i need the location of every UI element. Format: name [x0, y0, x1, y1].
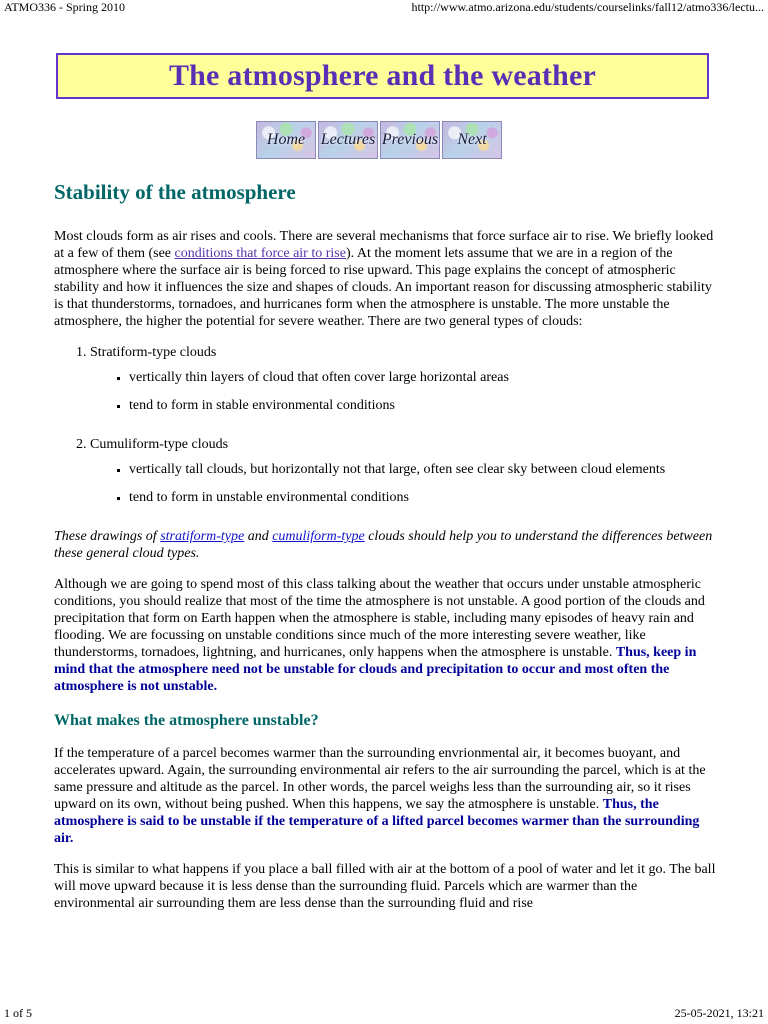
- note-text-3: clouds should help you to understand the differences between these general cloud types.: [54, 529, 713, 561]
- cloud-type-name: Cumuliform-type clouds: [90, 437, 229, 452]
- stable-paragraph: [54, 576, 716, 695]
- lectures-button[interactable]: [318, 121, 378, 159]
- print-timestamp: 25-05-2021, 13:21: [674, 1006, 764, 1020]
- cumuliform-points: [90, 461, 716, 506]
- print-header-title: ATMO336 - Spring 2010: [4, 0, 126, 14]
- note-text-1: These drawings of: [54, 529, 161, 544]
- list-item: ▪ tend to form in unstable environmental conditions: [129, 489, 716, 506]
- list-item-stratiform: [90, 344, 716, 414]
- next-button[interactable]: [442, 121, 502, 159]
- intro-paragraph: [54, 228, 716, 330]
- page-title: The atmosphere and the weather: [168, 59, 597, 92]
- unstable-paragraph: [54, 745, 716, 847]
- cumuliform-link[interactable]: cumuliform-type: [272, 529, 365, 544]
- intro-text-start: Most clouds form as air rises and cools. There are several mechanisms that force surface air to rise. We briefly looked at a few of them (see: [54, 229, 714, 261]
- print-header-url: http://www.atmo.arizona.edu/students/courselinks/fall12/atmo336/lectu...: [411, 0, 764, 14]
- cloud-types-list: [54, 344, 716, 506]
- unstable-text: If the temperature of a parcel becomes warmer than the surrounding envrionmental air, it becomes buoyant, and accelerates upward. Again, the surrounding environmental air refers to the air surrounding the parcel, which is at the same pressure and altitude as the parcel. In other words, the parcel weighs less than the surrounding air, so it rises upward on its own, without being pushed. When this happens, we say the atmosphere is unstable.: [54, 746, 706, 812]
- stratiform-points: [90, 369, 716, 414]
- unstable-emphasis: Thus, the atmosphere is said to be unstable if the temperature of a lifted parcel becomes warmer than the surrounding air.: [54, 797, 700, 846]
- section-heading-unstable: What makes the atmosphere unstable?: [54, 712, 319, 729]
- page-title-banner: [56, 53, 709, 99]
- list-item: ▪ tend to form in stable environmental conditions: [129, 397, 716, 414]
- ball-analogy-paragraph: This is similar to what happens if you place a ball filled with air at the bottom of a pool of water and let it go. The ball will move upward because it is less dense than the surrounding fluid. Parcels which are warmer than the environmental air surrounding them are less dense than the surrounding fluid and rise: [54, 862, 716, 911]
- stable-emphasis: Thus, keep in mind that the atmosphere need not be unstable for clouds and precipitation to occur and most often the atmosphere is not unstable.: [54, 645, 697, 694]
- note-text-2: and: [244, 529, 273, 544]
- conditions-link[interactable]: conditions that force air to rise: [174, 246, 346, 261]
- previous-button[interactable]: [380, 121, 440, 159]
- lectures-button-label: Lectures: [320, 131, 376, 148]
- section-heading-stability: Stability of the atmosphere: [54, 180, 296, 204]
- next-button-label: Next: [457, 131, 487, 148]
- list-item-cumuliform: [90, 436, 716, 506]
- list-item: ▪ vertically tall clouds, but horizontally not that large, often see clear sky between cloud elements: [129, 461, 716, 478]
- drawings-note: [54, 528, 716, 562]
- print-footer: [4, 1006, 764, 1022]
- stratiform-link[interactable]: stratiform-type: [160, 529, 245, 544]
- page-number: 1 of 5: [4, 1006, 32, 1020]
- intro-text-end: ). At the moment lets assume that we are in a region of the atmosphere where the surface air is being forced to rise upward. This page explains the concept of atmospheric stability and how it influences the size and shapes of clouds. An important reason for discussing atmospheric stability is that thunderstorms, tornadoes, and hurricanes form when the atmosphere is unstable. The more unstable the atmosphere, the higher the potential for severe weather. There are two general types of clouds:: [54, 246, 712, 329]
- main-content: [54, 178, 716, 926]
- list-item: ▪ vertically thin layers of cloud that often cover large horizontal areas: [129, 369, 716, 386]
- cloud-type-name: Stratiform-type clouds: [90, 345, 217, 360]
- stable-text: Although we are going to spend most of this class talking about the weather that occurs under unstable atmospheric conditions, you should realize that most of the time the atmosphere is not unstable. A good portion of the clouds and precipitation that form on Earth happen when the atmosphere is stable, including many episodes of heavy rain and flooding. We are focussing on unstable conditions since much of the more interesting severe weather, like thunderstorms, tornadoes, lightning, and hurricanes, only happens when the atmosphere is unstable.: [54, 577, 705, 660]
- home-button[interactable]: [256, 121, 316, 159]
- home-button-label: Home: [266, 131, 306, 148]
- previous-button-label: Previous: [381, 131, 439, 148]
- print-header: [4, 0, 764, 16]
- nav-bar: [256, 121, 502, 159]
